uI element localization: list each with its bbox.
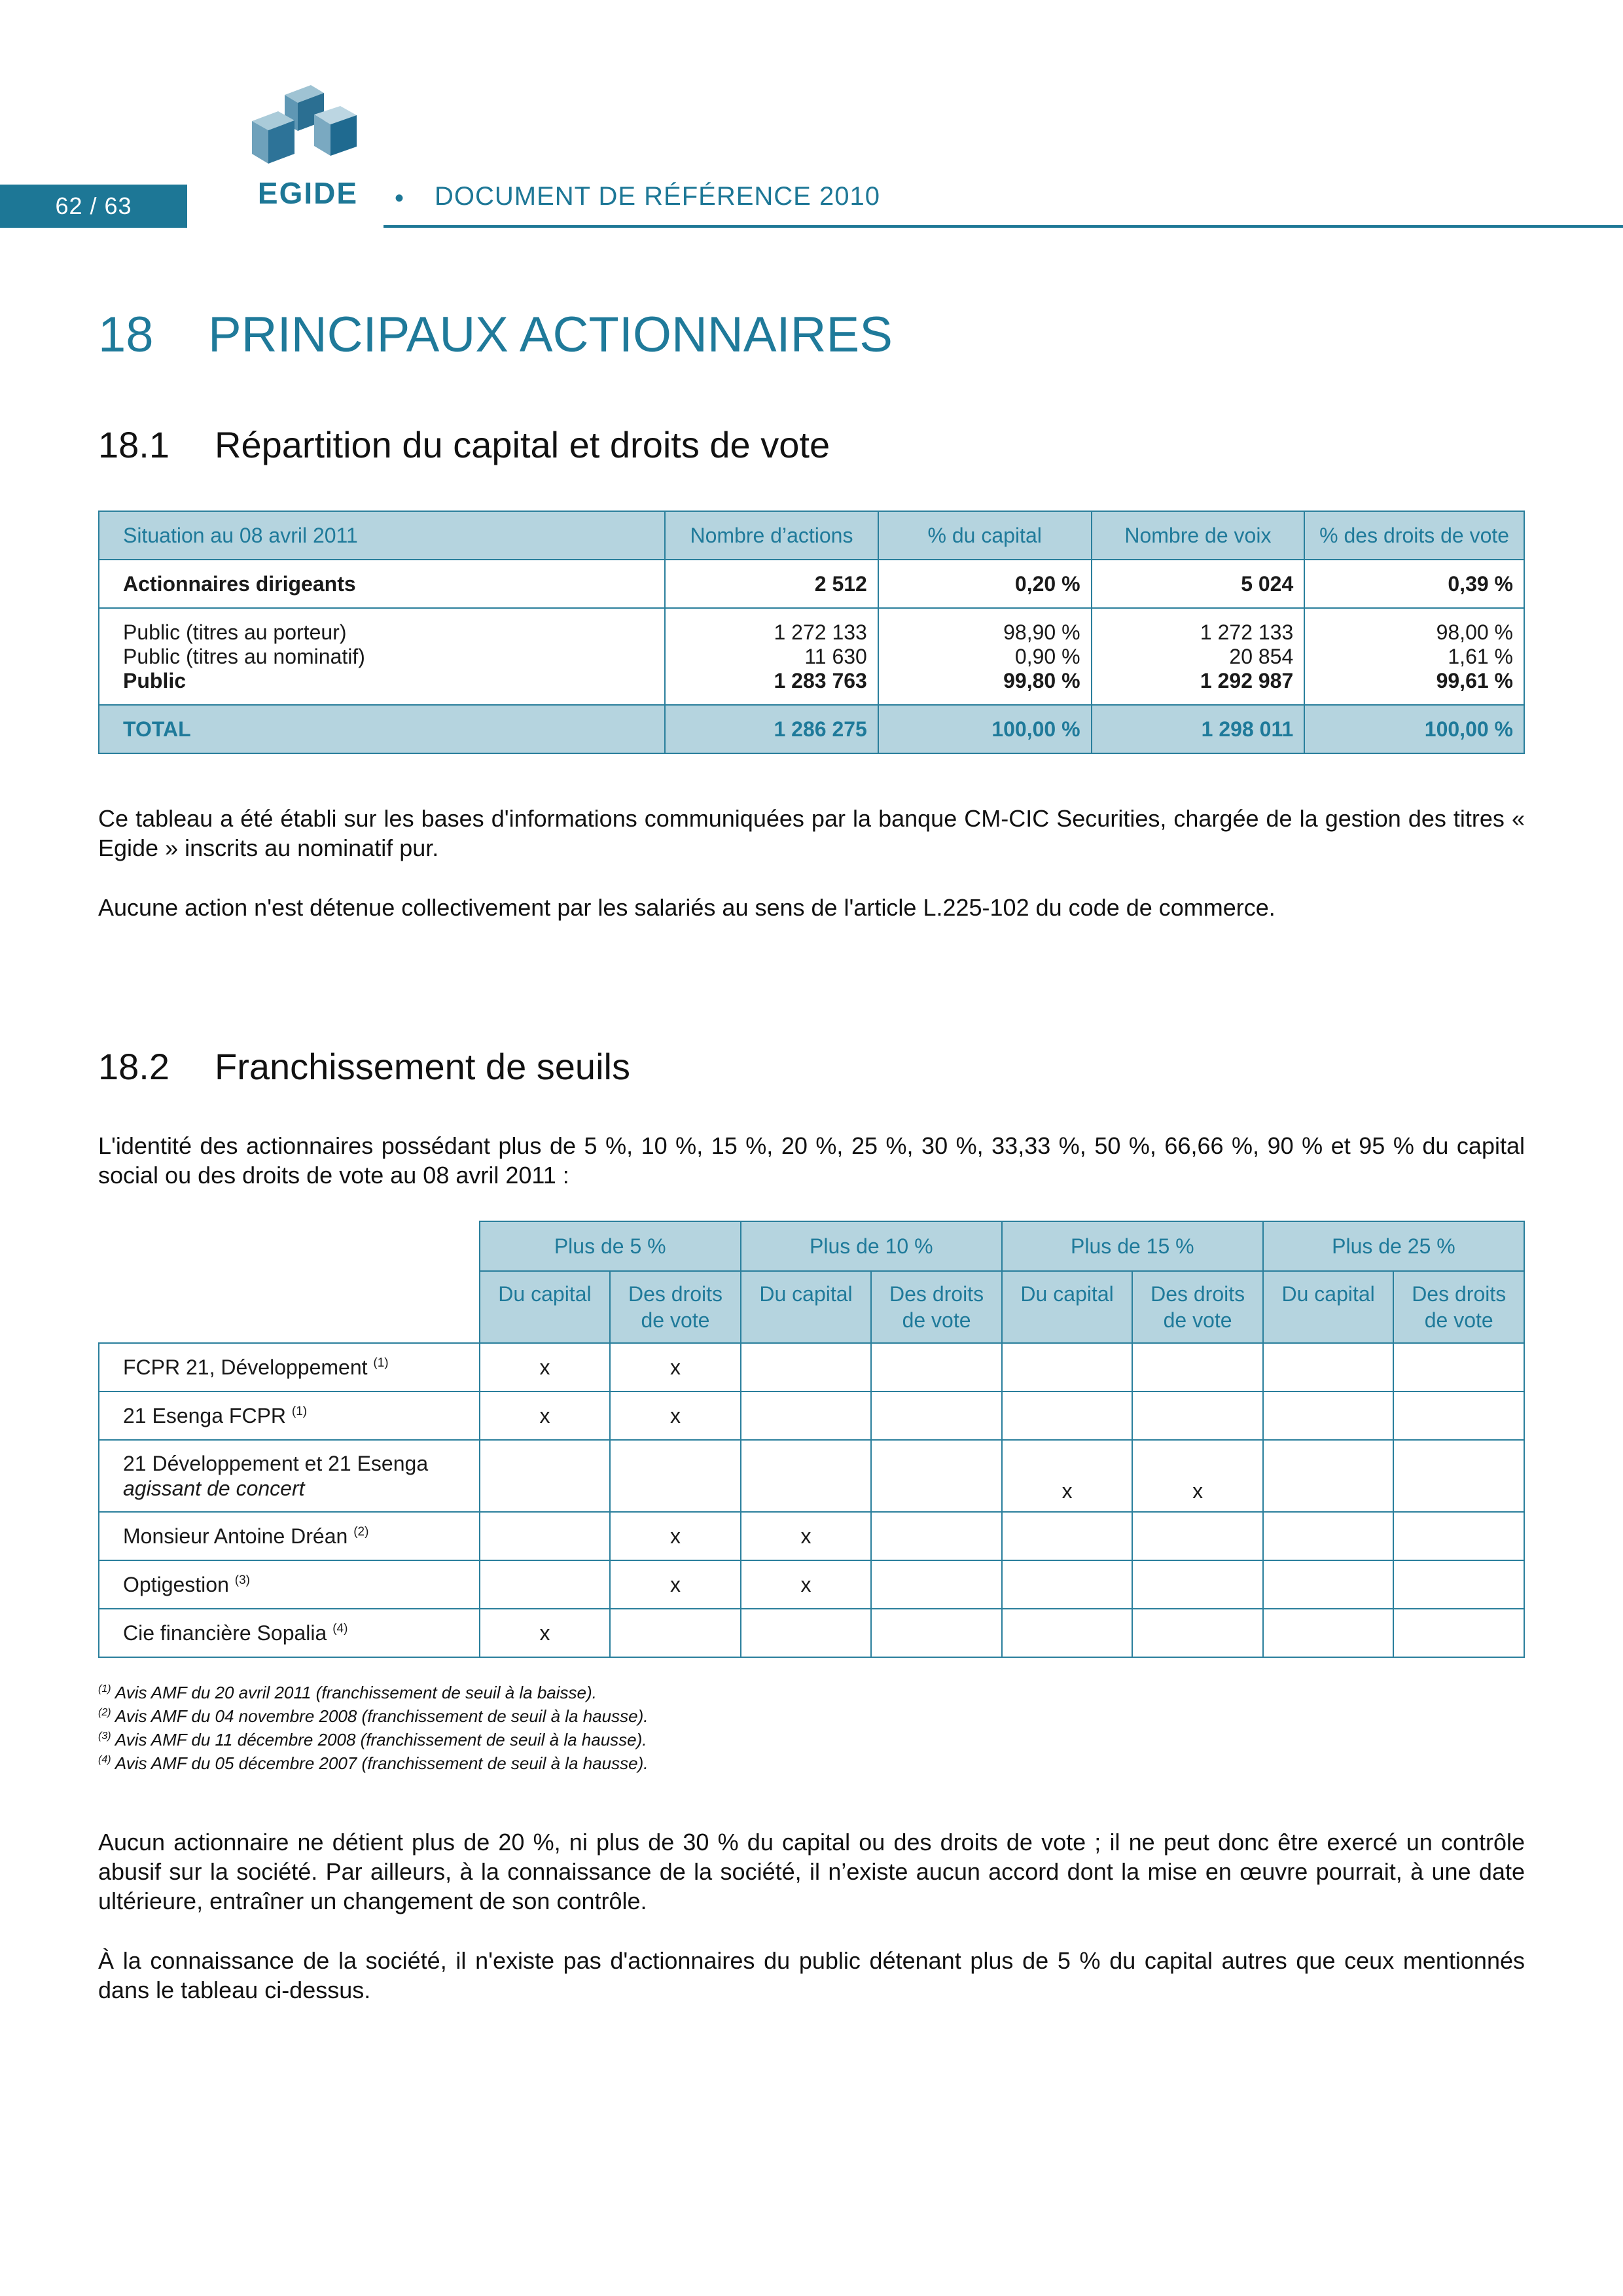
subsection-title: Franchissement de seuils: [215, 1046, 630, 1087]
cell-line: 98,00 %: [1436, 620, 1513, 644]
table-cell: [878, 608, 1092, 705]
table-cell: [1002, 1609, 1133, 1657]
note-ref: (3): [234, 1573, 250, 1587]
table-row: [99, 1609, 1524, 1657]
cell-line: 1 283 763: [774, 668, 867, 692]
paragraph: Ce tableau a été établi sur les bases d'informations communiquées par la banque CM-CIC Securities, chargée de la gestion des titres « Egide » inscrits au nominatif pur.: [98, 805, 1525, 861]
footnote: [98, 1751, 648, 1775]
cell-line: 20 854: [1229, 644, 1294, 668]
cell-line: 11 630: [804, 644, 867, 668]
cell-line: 99,61 %: [1436, 668, 1513, 692]
table-cell: x: [610, 1391, 741, 1440]
table-cell: [1132, 1391, 1263, 1440]
table-cell: [741, 1391, 872, 1440]
sub-header: [480, 1271, 611, 1343]
table-cell: [1002, 1560, 1133, 1609]
table-cell: [871, 1391, 1002, 1440]
table-cell: [871, 1609, 1002, 1657]
table-cell: [871, 1440, 1002, 1512]
table-cell: [741, 1609, 872, 1657]
table-row: [99, 1512, 1524, 1560]
table-cell: [1263, 1343, 1394, 1391]
table-cell: [1393, 1512, 1524, 1560]
table-cell: [1393, 1343, 1524, 1391]
note-ref: (2): [353, 1524, 369, 1539]
sub-header-line: Du capital: [1281, 1282, 1375, 1306]
note-ref: (1): [373, 1355, 389, 1370]
footnote-mark: (2): [98, 1707, 111, 1718]
table-row: [99, 608, 1524, 705]
subsection-title: Répartition du capital et droits de vote: [215, 424, 830, 465]
table-cell: [610, 1440, 741, 1512]
table-cell: [1002, 1391, 1133, 1440]
sub-header-line: de vote: [1163, 1308, 1232, 1332]
footnote: [98, 1704, 648, 1728]
sub-header-line: Des droits: [628, 1282, 722, 1306]
footnote-mark: (3): [98, 1731, 111, 1742]
sub-header: [1263, 1271, 1394, 1343]
shareholder-name: [99, 1609, 480, 1657]
footnote-mark: (4): [98, 1754, 111, 1765]
group-header: Plus de 5 %: [480, 1221, 741, 1271]
table-cell: [1304, 608, 1524, 705]
sub-header: [1132, 1271, 1263, 1343]
table-cell: 5 024: [1092, 560, 1305, 608]
sub-header-line: Des droits: [889, 1282, 984, 1306]
table-cell: [1393, 1609, 1524, 1657]
column-header: Situation au 08 avril 2011: [99, 511, 665, 560]
cell-line: 99,80 %: [1003, 668, 1080, 692]
sub-header-line: Du capital: [1020, 1282, 1114, 1306]
table-row: [99, 1560, 1524, 1609]
sub-header-line: [742, 1307, 870, 1333]
document-title: DOCUMENT DE RÉFÉRENCE 2010: [435, 182, 880, 211]
footnote-text: Avis AMF du 11 décembre 2008 (franchissement de seuil à la hausse).: [115, 1730, 647, 1749]
paragraph: Aucune action n'est détenue collectivement par les salariés au sens de l'article L.225-102 du code de commerce.: [98, 894, 1275, 921]
sub-header-line: [1264, 1307, 1393, 1333]
name-text: Monsieur Antoine Dréan: [123, 1524, 348, 1548]
sub-header-line: de vote: [641, 1308, 710, 1332]
table-cell: [1002, 1343, 1133, 1391]
name-text: Cie financière Sopalia: [123, 1621, 327, 1645]
table-row: [99, 1343, 1524, 1391]
capital-table: [98, 511, 1525, 754]
table-cell: 100,00 %: [1304, 705, 1524, 753]
table-cell: [1393, 1440, 1524, 1512]
footnote-text: Avis AMF du 20 avril 2011 (franchissement de seuil à la baisse).: [115, 1683, 597, 1702]
subsection-number: 18.1: [98, 424, 169, 465]
table-cell: x: [610, 1560, 741, 1609]
column-header: Nombre de voix: [1092, 511, 1305, 560]
shareholder-name: [99, 1512, 480, 1560]
table-row: [99, 1440, 1524, 1512]
table-cell: [1263, 1512, 1394, 1560]
column-header: % du capital: [878, 511, 1092, 560]
sub-header: [610, 1271, 741, 1343]
footnote-text: Avis AMF du 05 décembre 2007 (franchissement de seuil à la hausse).: [115, 1753, 649, 1773]
sub-header-line: de vote: [902, 1308, 971, 1332]
table-cell: [1092, 608, 1305, 705]
footnotes: [98, 1681, 648, 1775]
subsection-heading-18-1: [98, 420, 830, 470]
cell-line: 0,90 %: [1014, 644, 1080, 668]
column-header: Nombre d’actions: [665, 511, 878, 560]
table-cell: x: [480, 1391, 611, 1440]
cell-line: 1 272 133: [774, 620, 867, 644]
table-cell: x: [610, 1512, 741, 1560]
table-cell: [1263, 1440, 1394, 1512]
table-cell: [665, 608, 878, 705]
row-label: TOTAL: [99, 705, 665, 753]
table-cell: [480, 1512, 611, 1560]
row-label: Actionnaires dirigeants: [99, 560, 665, 608]
paragraph: L'identité des actionnaires possédant plus de 5 %, 10 %, 15 %, 20 %, 25 %, 30 %, 33,33 %, 50 %, 66,66 %, 90 % et 95 % du capital social ou des droits de vote au 08 avril 2011 :: [98, 1132, 1525, 1189]
table-cell: x: [610, 1343, 741, 1391]
sub-header-line: [481, 1307, 609, 1333]
paragraph: Aucun actionnaire ne détient plus de 20 %, ni plus de 30 % du capital ou des droits de vote ; il ne peut donc être exercé un contrôle abusif sur la société. Par ailleurs, à la connaissance de la société, il n’existe aucun accord dont la mise en œuvre pourrait, à une date ultérieure, entraîner un changement de son contrôle.: [98, 1829, 1525, 1914]
table-cell: [1263, 1560, 1394, 1609]
table-cell: 1 298 011: [1092, 705, 1305, 753]
cell-line: Public (titres au nominatif): [123, 644, 365, 668]
table-cell: 2 512: [665, 560, 878, 608]
table-row: [99, 1391, 1524, 1440]
table-cell: [741, 1440, 872, 1512]
table-cell: [1263, 1391, 1394, 1440]
table-cell: [1002, 1512, 1133, 1560]
table-cell: x: [1132, 1440, 1263, 1512]
header-rule: [383, 225, 1623, 228]
cell-line: 1,61 %: [1448, 644, 1513, 668]
table-cell: x: [741, 1512, 872, 1560]
table-cell: [1132, 1609, 1263, 1657]
table-cell: [1393, 1560, 1524, 1609]
sub-header-line: de vote: [1424, 1308, 1493, 1332]
page-indicator: 62 / 63: [0, 185, 187, 228]
sub-header: [1393, 1271, 1524, 1343]
footnote-text: Avis AMF du 04 novembre 2008 (franchissement de seuil à la hausse).: [115, 1706, 649, 1726]
table-row: [99, 560, 1524, 608]
name-text-qualifier: agissant de concert: [123, 1477, 305, 1500]
table-cell: [871, 1512, 1002, 1560]
sub-header-line: Des droits: [1412, 1282, 1507, 1306]
table-cell: x: [480, 1343, 611, 1391]
section-title: PRINCIPAUX ACTIONNAIRES: [208, 307, 893, 363]
section-number: 18: [98, 307, 154, 363]
table-cell: [871, 1560, 1002, 1609]
table-cell: x: [480, 1609, 611, 1657]
subsection-number: 18.2: [98, 1046, 169, 1087]
name-text: 21 Esenga FCPR: [123, 1403, 287, 1427]
table-cell: 1 286 275: [665, 705, 878, 753]
group-header: Plus de 25 %: [1263, 1221, 1524, 1271]
table-cell: 0,20 %: [878, 560, 1092, 608]
table-cell: [871, 1343, 1002, 1391]
table-cell: [1132, 1512, 1263, 1560]
column-header: % des droits de vote: [1304, 511, 1524, 560]
table-cell: 0,39 %: [1304, 560, 1524, 608]
name-text: 21 Développement et 21 Esenga: [123, 1452, 429, 1475]
paragraph: À la connaissance de la société, il n'existe pas d'actionnaires du public détenant plus de 5 % du capital autres que ceux mentionnés dans le tableau ci-dessus.: [98, 1947, 1525, 2003]
name-text: FCPR 21, Développement: [123, 1355, 368, 1379]
shareholder-name: [99, 1391, 480, 1440]
cell-line: 98,90 %: [1003, 620, 1080, 644]
group-header-row: [99, 1221, 1524, 1271]
table-cell: x: [1002, 1440, 1133, 1512]
sub-header-line: Du capital: [759, 1282, 853, 1306]
table-cell: [1393, 1391, 1524, 1440]
thresholds-table: [98, 1221, 1525, 1658]
table-cell: [1263, 1609, 1394, 1657]
sub-header: [741, 1271, 872, 1343]
footnote: [98, 1728, 648, 1751]
cell-line: Public (titres au porteur): [123, 620, 347, 644]
table-cell: [1132, 1343, 1263, 1391]
table-cell: [610, 1609, 741, 1657]
shareholder-name: [99, 1440, 480, 1512]
name-text: Optigestion: [123, 1572, 229, 1596]
subsection-heading-18-2: [98, 1042, 630, 1092]
table-cell: [480, 1560, 611, 1609]
table-cell: x: [741, 1560, 872, 1609]
sub-header-line: [1003, 1307, 1132, 1333]
blank-header-cell: [99, 1221, 480, 1343]
sub-header-line: Des droits: [1150, 1282, 1245, 1306]
table-cell: [1132, 1560, 1263, 1609]
footnote-mark: (1): [98, 1683, 111, 1695]
note-ref: (4): [332, 1621, 348, 1636]
table-cell: [480, 1440, 611, 1512]
cell-line: Public: [123, 668, 187, 692]
group-header: Plus de 10 %: [741, 1221, 1002, 1271]
note-ref: (1): [291, 1404, 308, 1418]
shareholder-name: [99, 1343, 480, 1391]
logo-wordmark: EGIDE: [257, 176, 359, 210]
table-cell: 100,00 %: [878, 705, 1092, 753]
footnote: [98, 1681, 648, 1704]
row-label: [99, 608, 665, 705]
cell-line: 1 272 133: [1200, 620, 1294, 644]
table-cell: [741, 1343, 872, 1391]
table-total-row: [99, 705, 1524, 753]
cell-line: 1 292 987: [1200, 668, 1294, 692]
section-heading: [98, 302, 893, 368]
group-header: Plus de 15 %: [1002, 1221, 1263, 1271]
sub-header: [871, 1271, 1002, 1343]
header-bullet: •: [395, 184, 404, 213]
shareholder-name: [99, 1560, 480, 1609]
sub-header: [1002, 1271, 1133, 1343]
table-header-row: [99, 511, 1524, 560]
sub-header-line: Du capital: [498, 1282, 592, 1306]
